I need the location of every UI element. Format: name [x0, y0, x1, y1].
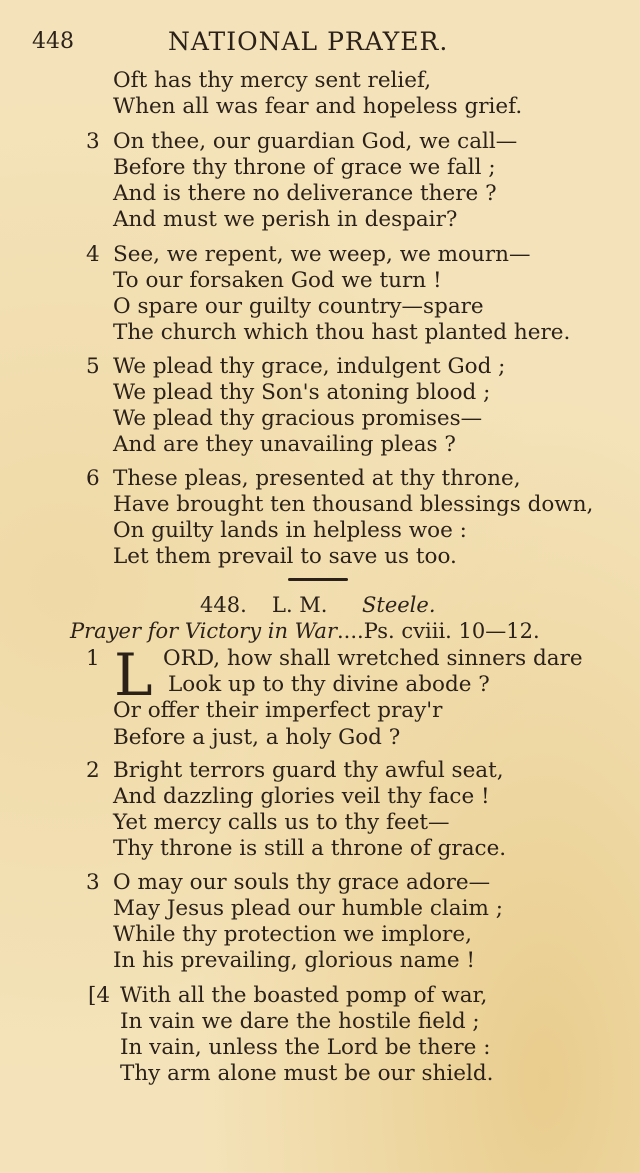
hymn-meter: L. M.: [272, 593, 328, 617]
section-rule: [288, 578, 348, 581]
verse-line: ORD, how shall wretched sinners dare: [163, 646, 583, 671]
scripture-reference: ....Ps. cviii. 10—12.: [337, 619, 540, 643]
verse-line: When all was fear and hopeless grief.: [113, 94, 523, 119]
verse-line: On guilty lands in helpless woe :: [113, 518, 467, 543]
verse-line: While thy protection we implore,: [113, 922, 472, 947]
verse-line: We plead thy Son's atoning blood ;: [113, 380, 491, 405]
verse-line: These pleas, presented at thy throne,: [113, 466, 521, 491]
stanza-number: 2: [86, 758, 100, 783]
verse-line: O may our souls thy grace adore—: [113, 870, 491, 895]
verse-line: In vain, unless the Lord be there :: [120, 1035, 491, 1060]
stanza-number: 3: [86, 870, 100, 895]
verse-line: Yet mercy calls us to thy feet—: [113, 810, 450, 835]
verse-line: And are they unavailing pleas ?: [113, 432, 456, 457]
stanza-number: 5: [86, 354, 100, 379]
verse-line: In vain we dare the hostile field ;: [120, 1009, 480, 1034]
stanza-number: 3: [86, 129, 100, 154]
verse-line: Oft has thy mercy sent relief,: [113, 68, 432, 93]
verse-line: See, we repent, we weep, we mourn—: [113, 242, 531, 267]
verse-line: And must we perish in despair?: [113, 207, 458, 232]
verse-line: May Jesus plead our humble claim ;: [113, 896, 503, 921]
verse-line: Have brought ten thousand blessings down,: [113, 492, 594, 517]
verse-line: We plead thy grace, indulgent God ;: [113, 354, 506, 379]
verse-line: Thy throne is still a throne of grace.: [113, 836, 507, 861]
verse-line: With all the boasted pomp of war,: [120, 983, 488, 1008]
page-number: 448: [32, 29, 74, 54]
running-title: NATIONAL PRAYER.: [168, 27, 449, 56]
stanza-number: 4: [86, 242, 100, 267]
verse-line: The church which thou hast planted here.: [113, 320, 571, 345]
verse-line: Look up to thy divine abode ?: [168, 672, 490, 697]
hymn-author: Steele.: [362, 593, 436, 617]
verse-line: And is there no deliverance there ?: [113, 181, 497, 206]
hymn-number: 448.: [200, 593, 247, 617]
stanza-number: [4: [88, 983, 111, 1008]
verse-line: Or offer their imperfect pray'r: [113, 698, 443, 723]
verse-line: On thee, our guardian God, we call—: [113, 129, 518, 154]
verse-line: And dazzling glories veil thy face !: [113, 784, 490, 809]
stanza-number: 6: [86, 466, 100, 491]
verse-line: Let them prevail to save us too.: [113, 544, 457, 569]
verse-line: Bright terrors guard thy awful seat,: [113, 758, 504, 783]
stanza-number: 1: [86, 646, 100, 671]
verse-line: Before thy throne of grace we fall ;: [113, 155, 496, 180]
verse-line: To our forsaken God we turn !: [113, 268, 442, 293]
drop-cap: L: [114, 641, 153, 709]
verse-line: We plead thy gracious promises—: [113, 406, 483, 431]
hymn-title: [70, 619, 540, 643]
verse-line: In his prevailing, glorious name !: [113, 948, 476, 973]
hymn-title-text: Prayer for Victory in War: [70, 619, 337, 643]
verse-line: Thy arm alone must be our shield.: [120, 1061, 494, 1086]
verse-line: O spare our guilty country—spare: [113, 294, 484, 319]
verse-line: Before a just, a holy God ?: [113, 725, 401, 750]
